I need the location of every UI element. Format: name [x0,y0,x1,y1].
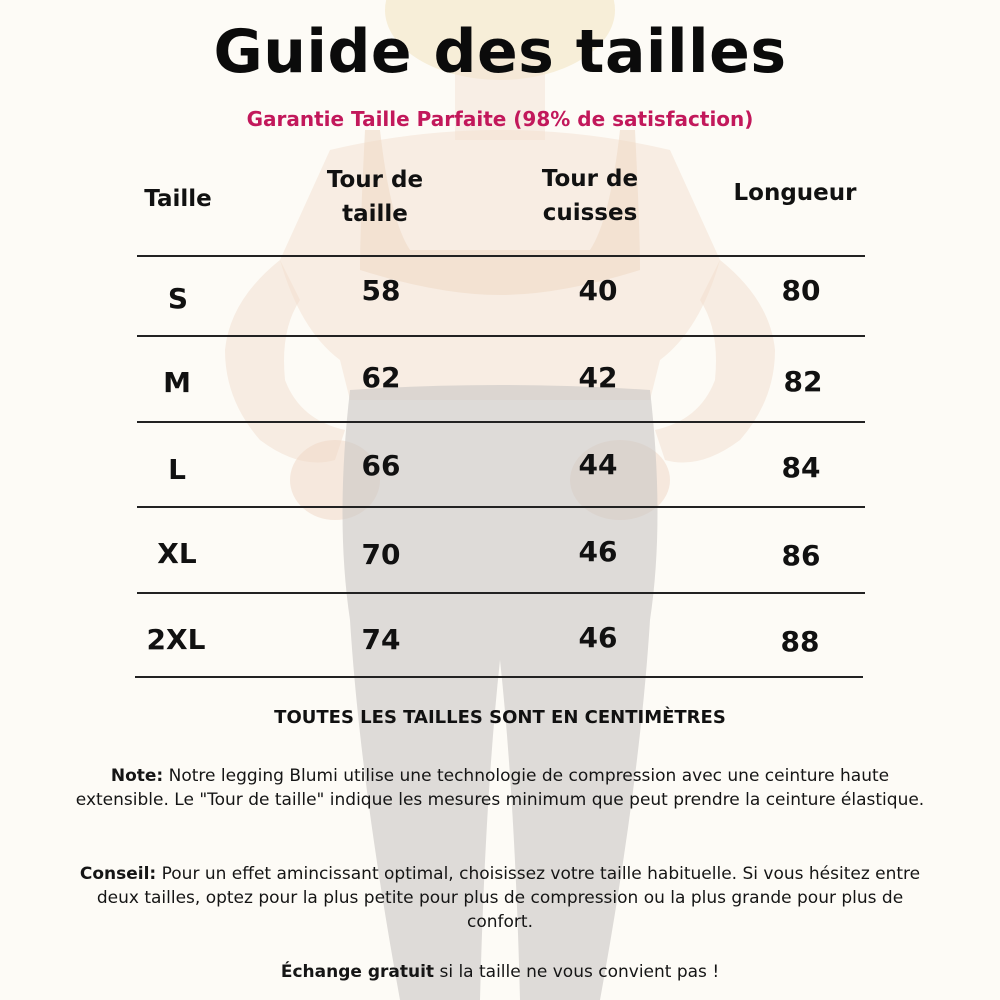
length-cell: 84 [781,451,821,484]
header-length-label: Longueur [733,180,857,206]
length-cell: 82 [783,365,823,398]
page-title: Guide des tailles [213,17,787,87]
size-cell: M [163,366,191,399]
waist-cell: 66 [361,449,401,482]
exchange-label: Échange gratuit [280,962,435,982]
thigh-cell: 42 [578,361,618,394]
waist-cell: 74 [361,623,401,656]
size-cell: 2XL [146,623,206,656]
header-thigh-line2: cuisses [542,200,638,226]
waist-cell: 58 [361,274,401,307]
satisfaction-guarantee: Garantie Taille Parfaite (98% de satisfaction) [246,107,754,131]
table-divider [137,421,865,423]
advice-text: Pour un effet amincissant optimal, choisissez votre taille habituelle. Si vous hésitez entre deux tailles, optez pour la plus petite pour plus de compression ou la plus grande pour plus de confort. [96,864,921,932]
size-cell: S [167,282,189,315]
length-cell: 86 [781,539,821,572]
compression-note [70,764,930,812]
header-length [715,176,875,210]
header-thigh [510,162,670,230]
length-cell: 80 [781,274,821,307]
length-cell: 88 [780,625,820,658]
note-label: Note: [110,766,164,786]
header-waist-line2: taille [342,201,408,227]
waist-cell: 62 [361,361,401,394]
header-waist-line1: Tour de [326,167,424,193]
exchange-text: si la taille ne vous convient pas ! [434,962,720,982]
thigh-cell: 44 [578,448,618,481]
size-cell: XL [157,537,197,570]
table-divider [137,335,865,337]
table-divider [137,506,865,508]
waist-cell: 70 [361,538,401,571]
advice-note [70,862,930,934]
thigh-cell: 46 [578,621,618,654]
thigh-cell: 46 [578,535,618,568]
header-waist [295,163,455,231]
note-text: Notre legging Blumi utilise une technologie de compression avec une ceinture haute extensible. Le "Tour de taille" indique les mesures minimum que peut prendre la ceinture élastique. [75,766,925,810]
table-divider [135,676,863,678]
thigh-cell: 40 [578,274,618,307]
table-divider [137,592,865,594]
table-divider [137,255,865,257]
size-cell: L [168,453,186,486]
units-note: TOUTES LES TAILLES SONT EN CENTIMÈTRES [274,707,726,728]
exchange-note [70,960,930,984]
advice-label: Conseil: [79,864,157,884]
header-size [118,182,238,216]
header-thigh-line1: Tour de [541,166,639,192]
header-size-label: Taille [144,186,212,212]
